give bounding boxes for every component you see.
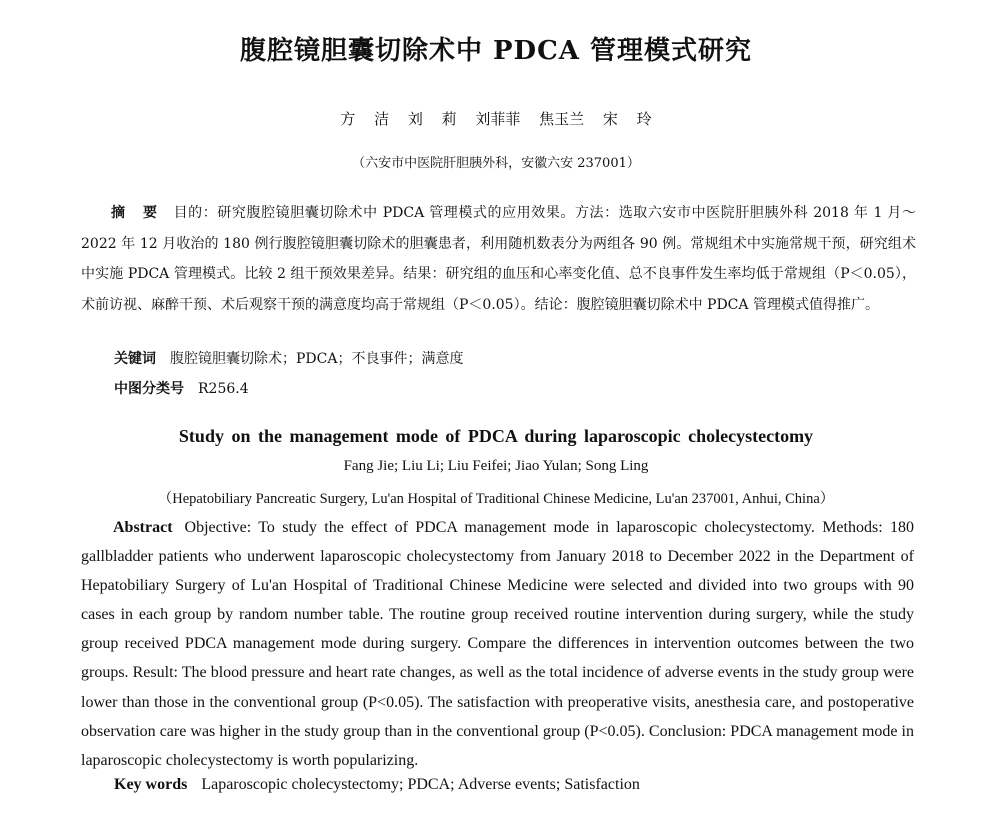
classification-value: R256.4: [198, 381, 249, 397]
chinese-keywords-text: 腹腔镜胆囊切除术；PDCA；不良事件；满意度: [170, 351, 464, 367]
english-authors: Fang Jie; Liu Li; Liu Feifei; Jiao Yulan; Song Ling: [343, 458, 649, 474]
classification-number: [114, 378, 249, 398]
english-abstract-text: Objective: To study the effect of PDCA management mode in laparoscopic cholecystectomy. Methods: 180 gallbladder patients who underwent laparoscopic cholecystectomy from January 2018 to December 2022 in the Department of Hepatobiliary Surgery of Lu'an Hospital of Traditional Chinese Medicine were selected and divided into two groups with 90 cases in each group by random number table. The routine group received routine intervention during surgery, while the study group received PDCA management mode during surgery. Compare the differences in intervention outcomes between the two groups. Result: The blood pressure and heart rate changes, as well as the total incidence of adverse events in the study group were lower than those in the conventional group (P<0.05). The satisfaction with preoperative visits, anesthesia care, and postoperative observation care was higher in the study group than in the conventional group (P<0.05). Conclusion: PDCA management mode in laparoscopic cholecystectomy is worth popularizing.: [81, 519, 914, 769]
english-affiliation: （Hepatobiliary Pancreatic Surgery, Lu'an Hospital of Traditional Chinese Medicine, Lu'an 237001, Anhui, China）: [157, 491, 835, 507]
chinese-abstract-text: 目的：研究腹腔镜胆囊切除术中 PDCA 管理模式的应用效果。方法：选取六安市中医院肝胆胰外科 2018 年 1 月～2022 年 12 月收治的 180 例行腹腔镜胆囊切除术的胆囊患者，利用随机数表分为两组各 90 例。常规组术中实施常规干预，研究组术中实施 PDCA 管理模式。比较 2 组干预效果差异。结果：研究组的血压和心率变化值、总不良事件发生率均低于常规组（P＜0.05），术前访视、麻醉干预、术后观察干预的满意度均高于常规组（P＜0.05）。结论：腹腔镜胆囊切除术中 PDCA 管理模式值得推广。: [81, 205, 917, 313]
english-keywords: [114, 776, 640, 794]
english-abstract: [81, 513, 914, 775]
chinese-title: 腹腔镜胆囊切除术中 PDCA 管理模式研究: [239, 36, 753, 66]
classification-label: 中图分类号: [114, 381, 184, 397]
chinese-affiliation: （六安市中医院肝胆胰外科，安徽六安 237001）: [352, 156, 640, 171]
chinese-abstract: [81, 198, 916, 320]
english-abstract-label: Abstract: [113, 519, 173, 536]
chinese-keywords: [114, 348, 463, 368]
english-keywords-label: Key words: [114, 776, 188, 793]
english-keywords-text: Laparoscopic cholecystectomy; PDCA; Adverse events; Satisfaction: [201, 776, 640, 793]
chinese-keywords-label: 关键词: [114, 351, 156, 367]
chinese-authors: 方 洁 刘 莉 刘菲菲 焦玉兰 宋 玲: [340, 110, 652, 128]
english-title: Study on the management mode of PDCA during laparoscopic cholecystectomy: [178, 426, 814, 446]
chinese-abstract-label: 摘 要: [111, 205, 164, 221]
